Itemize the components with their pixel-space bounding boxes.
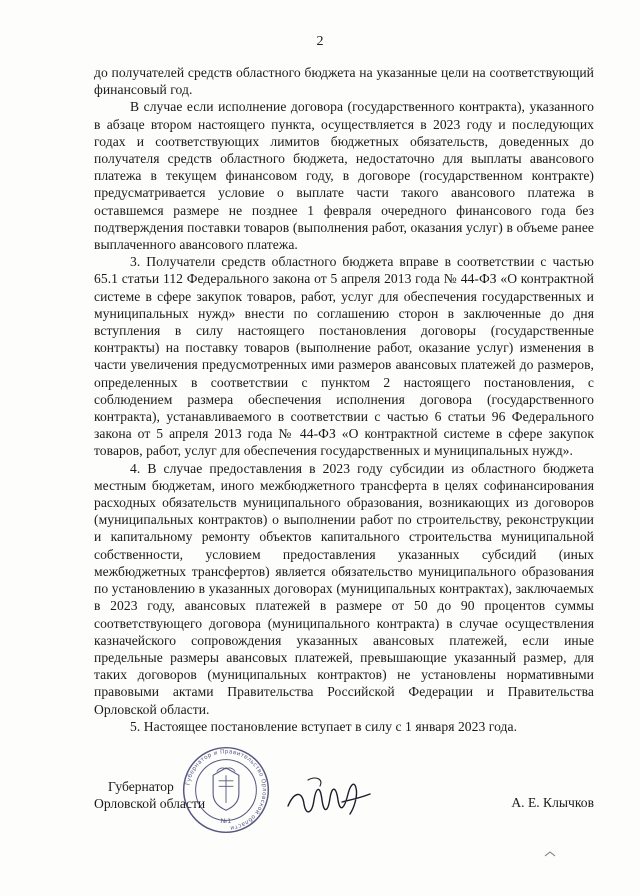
paragraph-clause-5: 5. Настоящее постановление вступает в силу с 1 января 2023 года. bbox=[130, 718, 518, 734]
svg-text:Губернатор и Правительство Орл: Губернатор и Правительство Орловской области bbox=[185, 749, 267, 831]
signature-block bbox=[94, 749, 594, 840]
page-number: 2 bbox=[316, 34, 324, 49]
signatory-name: А. Е. Клычков bbox=[511, 795, 594, 810]
handwritten-signature-icon bbox=[284, 770, 374, 826]
official-seal-icon bbox=[180, 744, 272, 836]
scan-mark-icon bbox=[544, 850, 556, 858]
signatory-title-line2: Орловской области bbox=[94, 796, 206, 811]
paragraph-advance-payment-condition: В случае если исполнение договора (государственного контракта), указанного в абзаце втором настоящего пункта, осуществляется в 2023 году и последующих годах и соответствующих лимитов бюджетных обязательств, доведенных до получателя средств областного бюджета, недостаточно для выплаты авансового платежа в текущем финансовом году, в договоре (государственном контракте) предусматривается условие о выплате части такого авансового платежа в оставшемся размере не позднее 1 февраля очередного финансового года без подтверждения поставки товаров (выполнения работ, оказания услуг) в объеме ранее выплаченного авансового платежа. bbox=[94, 99, 594, 253]
paragraph-clause-3: 3. Получатели средств областного бюджета вправе в соответствии с частью 65.1 статьи 112 Федерального закона от 5 апреля 2013 года № 44-ФЗ «О контрактной системе в сфере закупок товаров, работ, услуг для обеспечения государственных и муниципальных нужд» внести по соглашению сторон в заключенные до дня вступления в силу настоящего постановления договоры (государственные контракты) на поставку товаров (выполнение работ, оказание услуг) изменения в части увеличения предусмотренных ими размеров авансовых платежей до размеров, определенных в соответствии с пунктом 2 настоящего постановления, с соблюдением размера обеспечения исполнения договора (государственного контракта), устанавливаемого в соответствии с частью 6 статьи 96 Федерального закона от 5 апреля 2013 года № 44-ФЗ «О контрактной системе в сфере закупок товаров, работ, услуг для обеспечения государственных и муниципальных нужд». bbox=[94, 254, 594, 459]
svg-text:№1: №1 bbox=[220, 817, 232, 826]
paragraph-continuation: до получателей средств областного бюджета на указанные цели на соответствующий финансовый год. bbox=[94, 65, 594, 98]
paragraph-clause-4: 4. В случае предоставления в 2023 году субсидии из областного бюджета местным бюджетам, иного межбюджетного трансферта в целях софинансирования расходных обязательств муниципального образования, возникающих из договоров (муниципальных контрактов) о выполнении работ по строительству, реконструкции и капитальному ремонту объектов капитального строительства муниципальной собственности, условием предоставления указанных субсидий (иных межбюджетных трансфертов) является обязательство муниципального образования по установлению в указанных договорах (муниципальных контрактах), заключаемых в 2023 году, авансовых платежей в размере от 50 до 90 процентов суммы соответствующего договора (муниципального контракта) в случае осуществления казначейского сопровождения указанных авансовых платежей, если иные предельные размеры авансовых платежей, превышающие указанный размер, для таких договоров (муниципальных контрактов) не установлены нормативными правовыми актами Правительства Российской Федерации и Правительства Орловской области. bbox=[94, 460, 594, 717]
document-body bbox=[94, 64, 594, 735]
signatory-title-line1: Губернатор bbox=[108, 779, 174, 794]
